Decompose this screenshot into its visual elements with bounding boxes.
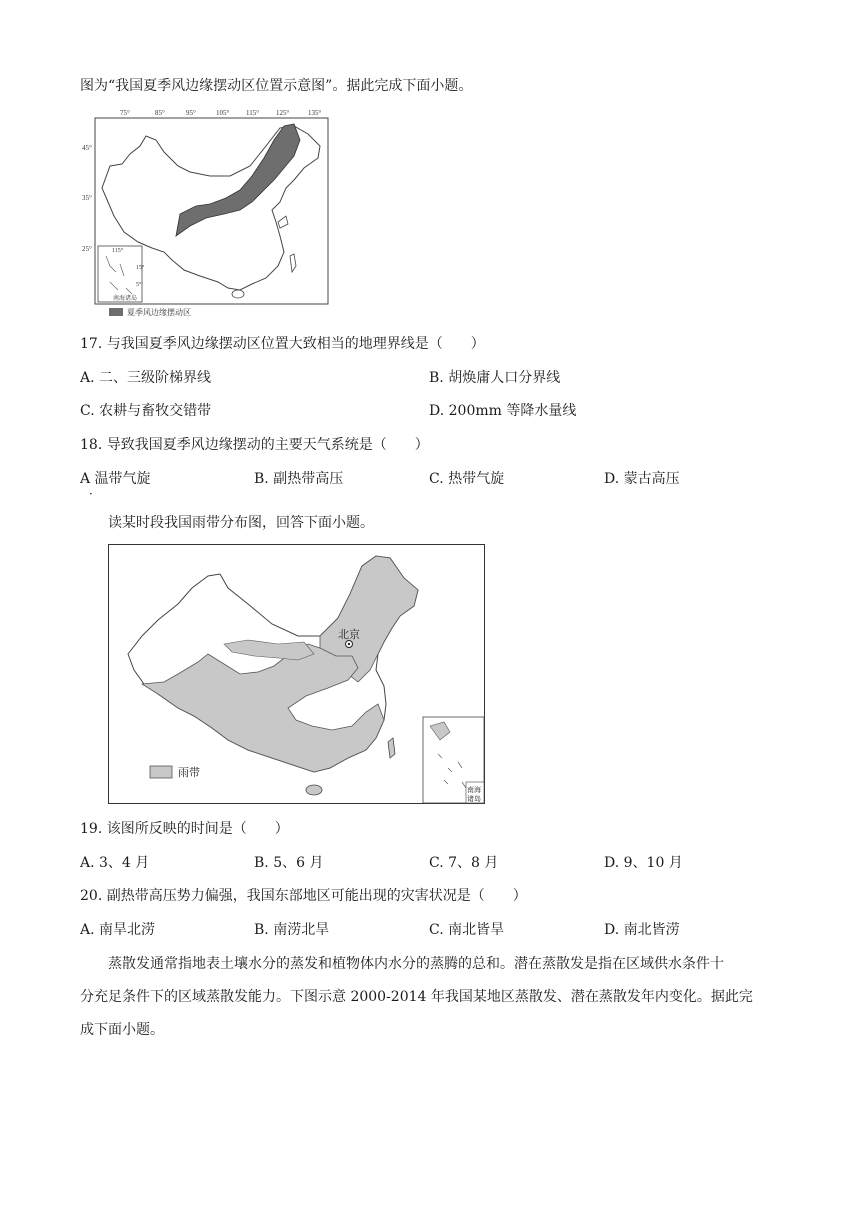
q18-option-a: A 温带气旋 xyxy=(80,471,151,487)
beijing-label: 北京 xyxy=(338,629,360,641)
lon-tick-105: 105° xyxy=(216,109,230,117)
legend-swatch-1 xyxy=(109,308,123,316)
inset-caption-2b: 诸岛 xyxy=(467,795,481,803)
inset-caption-1: 南海诸岛 xyxy=(113,296,138,302)
lon-tick-135: 135° xyxy=(308,109,322,117)
lon-tick-125: 125° xyxy=(276,109,290,117)
legend-label-1: 夏季风边缘摆动区 xyxy=(127,308,191,317)
paragraph-line-1: 蒸散发通常指地表土壤水分的蒸发和植物体内水分的蒸腾的总和。潜在蒸散发是指在区域供水条件十 xyxy=(108,956,724,972)
paragraph-line-3: 成下面小题。 xyxy=(80,1022,164,1038)
hainan-island xyxy=(232,290,244,298)
q20-option-c: C. 南北皆旱 xyxy=(429,922,505,938)
q19-option-c: C. 7、8 月 xyxy=(429,855,499,871)
question-19-stem: 19. 该图所反映的时间是（ ） xyxy=(80,821,289,837)
q18-option-b: B. 副热带高压 xyxy=(254,471,344,487)
lon-tick-75: 75° xyxy=(120,109,130,117)
inset-label-5: 5° xyxy=(136,282,142,288)
paragraph-line-2: 分充足条件下的区域蒸散发能力。下图示意 2000-2014 年我国某地区蒸散发、潜在蒸散发年内变化。据此完 xyxy=(80,989,753,1005)
q20-option-a: A. 南旱北涝 xyxy=(80,922,156,938)
map1-inset xyxy=(98,246,142,302)
stray-dot: · xyxy=(89,487,93,501)
lat-tick-35: 35° xyxy=(82,194,92,202)
q20-option-d: D. 南北皆涝 xyxy=(604,922,680,938)
legend-label-2: 雨带 xyxy=(178,767,200,779)
inset-label-115: 115° xyxy=(112,248,124,254)
q18-option-d: D. 蒙古高压 xyxy=(604,471,680,487)
lon-tick-85: 85° xyxy=(155,109,165,117)
q18-option-c: C. 热带气旋 xyxy=(429,471,505,487)
q19-option-b: B. 5、6 月 xyxy=(254,855,324,871)
q17-option-b: B. 胡焕庸人口分界线 xyxy=(429,370,561,386)
q20-option-b: B. 南涝北旱 xyxy=(254,922,330,938)
inset-caption-2a: 南海 xyxy=(467,786,481,794)
lat-tick-45: 45° xyxy=(82,144,92,152)
q17-option-c: C. 农耕与畜牧交错带 xyxy=(80,403,212,419)
monsoon-boundary-map xyxy=(80,106,335,318)
lon-tick-115: 115° xyxy=(246,109,260,117)
beijing-marker-center xyxy=(348,643,350,645)
hainan-island-2 xyxy=(306,785,322,795)
q19-option-a: A. 3、4 月 xyxy=(80,855,150,871)
inset-label-15: 15° xyxy=(136,265,145,271)
question-18-stem: 18. 导致我国夏季风边缘摆动的主要天气系统是（ ） xyxy=(80,437,429,453)
legend-swatch-2 xyxy=(150,766,172,778)
intro-text-2: 读某时段我国雨带分布图，回答下面小题。 xyxy=(108,515,374,531)
lon-tick-95: 95° xyxy=(186,109,196,117)
question-17-stem: 17. 与我国夏季风边缘摆动区位置大致相当的地理界线是（ ） xyxy=(80,336,485,352)
rain-belt-map xyxy=(108,544,485,804)
q17-option-d: D. 200mm 等降水量线 xyxy=(429,403,577,419)
lat-tick-25: 25° xyxy=(82,245,92,253)
intro-text-1: 图为“我国夏季风边缘摆动区位置示意图”。据此完成下面小题。 xyxy=(80,78,473,94)
q19-option-d: D. 9、10 月 xyxy=(604,855,683,871)
question-20-stem: 20. 副热带高压势力偏强，我国东部地区可能出现的灾害状况是（ ） xyxy=(80,888,527,904)
q17-option-a: A. 二、三级阶梯界线 xyxy=(80,370,212,386)
